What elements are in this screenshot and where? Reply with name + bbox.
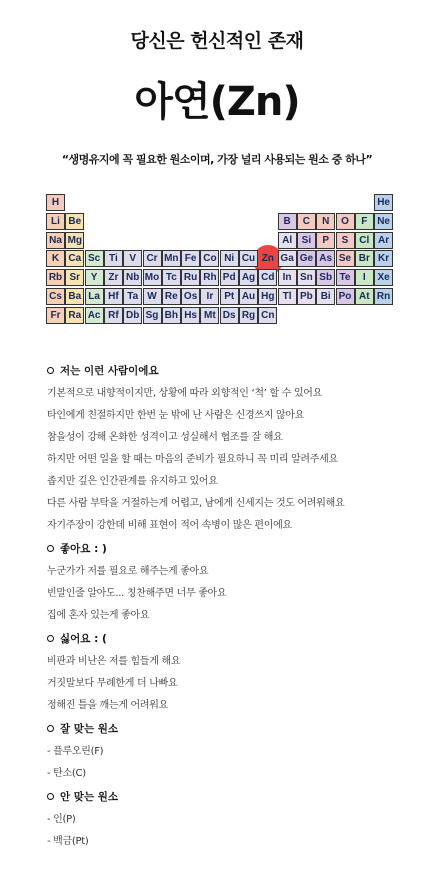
element-n: N (316, 213, 335, 230)
profile-content (47, 356, 407, 850)
element-fr: Fr (46, 307, 65, 324)
element-rf: Rf (104, 307, 123, 324)
element-na: Na (46, 232, 65, 249)
element-sg: Sg (143, 307, 162, 324)
about-line: 다른 사람 부탁을 거절하는게 어렵고, 남에게 신세지는 것도 어려워해요 (47, 497, 345, 509)
element-mo: Mo (143, 269, 162, 286)
element-kr: Kr (374, 250, 393, 267)
periodic-table (46, 194, 394, 334)
element-ar: Ar (374, 232, 393, 249)
dislikes-line: 정해진 틀을 깨는게 어려워요 (47, 699, 168, 711)
element-p: P (316, 232, 335, 249)
element-f: F (355, 213, 374, 230)
element-sc: Sc (85, 250, 104, 267)
about-line: 좁지만 깊은 인간관계를 유지하고 있어요 (47, 475, 218, 487)
about-line: 타인에게 친절하지만 한번 눈 밖에 난 사람은 신경쓰지 않아요 (47, 409, 305, 421)
circle-bullet-icon (47, 725, 54, 732)
element-ta: Ta (123, 288, 142, 305)
element-sn: Sn (297, 269, 316, 286)
bad-match-line: - 인(P) (47, 813, 76, 825)
element-se: Se (336, 250, 355, 267)
element-mn: Mn (162, 250, 181, 267)
element-nb: Nb (123, 269, 142, 286)
element-li: Li (46, 213, 65, 230)
page-subtitle: 당신은 헌신적인 존재 (130, 30, 304, 52)
about-line: 기본적으로 내향적이지만, 상황에 따라 외향적인 ‘척’ 할 수 있어요 (47, 387, 323, 399)
element-hf: Hf (104, 288, 123, 305)
element-ge: Ge (297, 250, 316, 267)
element-sr: Sr (65, 269, 84, 286)
good-match-line: - 플루오린(F) (47, 745, 104, 757)
element-o: O (336, 213, 355, 230)
element-sb: Sb (316, 269, 335, 286)
likes-line: 빈말인줄 알아도... 칭찬해주면 너무 좋아요 (47, 587, 227, 599)
element-b: B (278, 213, 297, 230)
element-rn: Rn (374, 288, 393, 305)
element-ru: Ru (181, 269, 200, 286)
bad-match-line: - 백금(Pt) (47, 835, 89, 847)
element-al: Al (278, 232, 297, 249)
element-cd: Cd (258, 269, 277, 286)
element-fe: Fe (181, 250, 200, 267)
element-pb: Pb (297, 288, 316, 305)
element-w: W (143, 288, 162, 305)
element-ne: Ne (374, 213, 393, 230)
element-pt: Pt (220, 288, 239, 305)
element-h: H (46, 194, 65, 211)
element-tc: Tc (162, 269, 181, 286)
element-at: At (355, 288, 374, 305)
section-heading-good-match: 잘 맞는 원소 (47, 718, 407, 738)
element-hs: Hs (181, 307, 200, 324)
good-match-line: - 탄소(C) (47, 767, 86, 779)
element-v: V (123, 250, 142, 267)
element-ti: Ti (104, 250, 123, 267)
element-zn: Zn (258, 250, 277, 267)
about-line: 참을성이 강해 온화한 성격이고 성실해서 협조를 잘 해요 (47, 431, 283, 443)
likes-line: 집에 혼자 있는게 좋아요 (47, 609, 150, 621)
element-ni: Ni (220, 250, 239, 267)
section-heading-likes: 좋아요 : ) (47, 538, 407, 558)
circle-bullet-icon (47, 545, 54, 552)
element-hg: Hg (258, 288, 277, 305)
element-cl: Cl (355, 232, 374, 249)
element-ac: Ac (85, 307, 104, 324)
element-as: As (316, 250, 335, 267)
element-cu: Cu (239, 250, 258, 267)
element-cn: Cn (258, 307, 277, 324)
element-co: Co (200, 250, 219, 267)
element-cr: Cr (143, 250, 162, 267)
quote-text: “생명유지에 꼭 필요한 원소이며, 가장 널리 사용되는 원소 중 하나” (61, 153, 373, 166)
element-ga: Ga (278, 250, 297, 267)
element-xe: Xe (374, 269, 393, 286)
likes-line: 누군가가 저를 필요로 해주는게 좋아요 (47, 565, 209, 577)
circle-bullet-icon (47, 635, 54, 642)
element-bi: Bi (316, 288, 335, 305)
element-ir: Ir (200, 288, 219, 305)
element-te: Te (336, 269, 355, 286)
page-title: 아연(Zn) (134, 79, 300, 125)
element-tl: Tl (278, 288, 297, 305)
circle-bullet-icon (47, 793, 54, 800)
element-c: C (297, 213, 316, 230)
element-ba: Ba (65, 288, 84, 305)
section-heading-dislikes: 싫어요 : ( (47, 628, 407, 648)
element-ag: Ag (239, 269, 258, 286)
element-ca: Ca (65, 250, 84, 267)
element-mt: Mt (200, 307, 219, 324)
element-si: Si (297, 232, 316, 249)
element-bh: Bh (162, 307, 181, 324)
element-rg: Rg (239, 307, 258, 324)
element-in: In (278, 269, 297, 286)
section-heading-about: 저는 이런 사람이에요 (47, 360, 407, 380)
about-line: 하지만 어떤 일을 할 때는 마음의 준비가 필요하니 꼭 미리 알려주세요 (47, 453, 338, 465)
element-po: Po (336, 288, 355, 305)
element-br: Br (355, 250, 374, 267)
dislikes-line: 거짓말보다 무례한게 더 나빠요 (47, 677, 178, 689)
element-db: Db (123, 307, 142, 324)
element-s: S (336, 232, 355, 249)
element-be: Be (65, 213, 84, 230)
element-rh: Rh (200, 269, 219, 286)
element-y: Y (85, 269, 104, 286)
dislikes-line: 비판과 비난은 저를 힘들게 해요 (47, 655, 181, 667)
element-cs: Cs (46, 288, 65, 305)
element-os: Os (181, 288, 200, 305)
element-ds: Ds (220, 307, 239, 324)
element-zr: Zr (104, 269, 123, 286)
element-re: Re (162, 288, 181, 305)
element-he: He (374, 194, 393, 211)
about-line: 자기주장이 강한데 비해 표현이 적어 속병이 많은 편이에요 (47, 519, 292, 531)
element-mg: Mg (65, 232, 84, 249)
element-rb: Rb (46, 269, 65, 286)
element-ra: Ra (65, 307, 84, 324)
element-la: La (85, 288, 104, 305)
element-i: I (355, 269, 374, 286)
element-pd: Pd (220, 269, 239, 286)
element-au: Au (239, 288, 258, 305)
circle-bullet-icon (47, 367, 54, 374)
element-k: K (46, 250, 65, 267)
section-heading-bad-match: 안 맞는 원소 (47, 786, 407, 806)
